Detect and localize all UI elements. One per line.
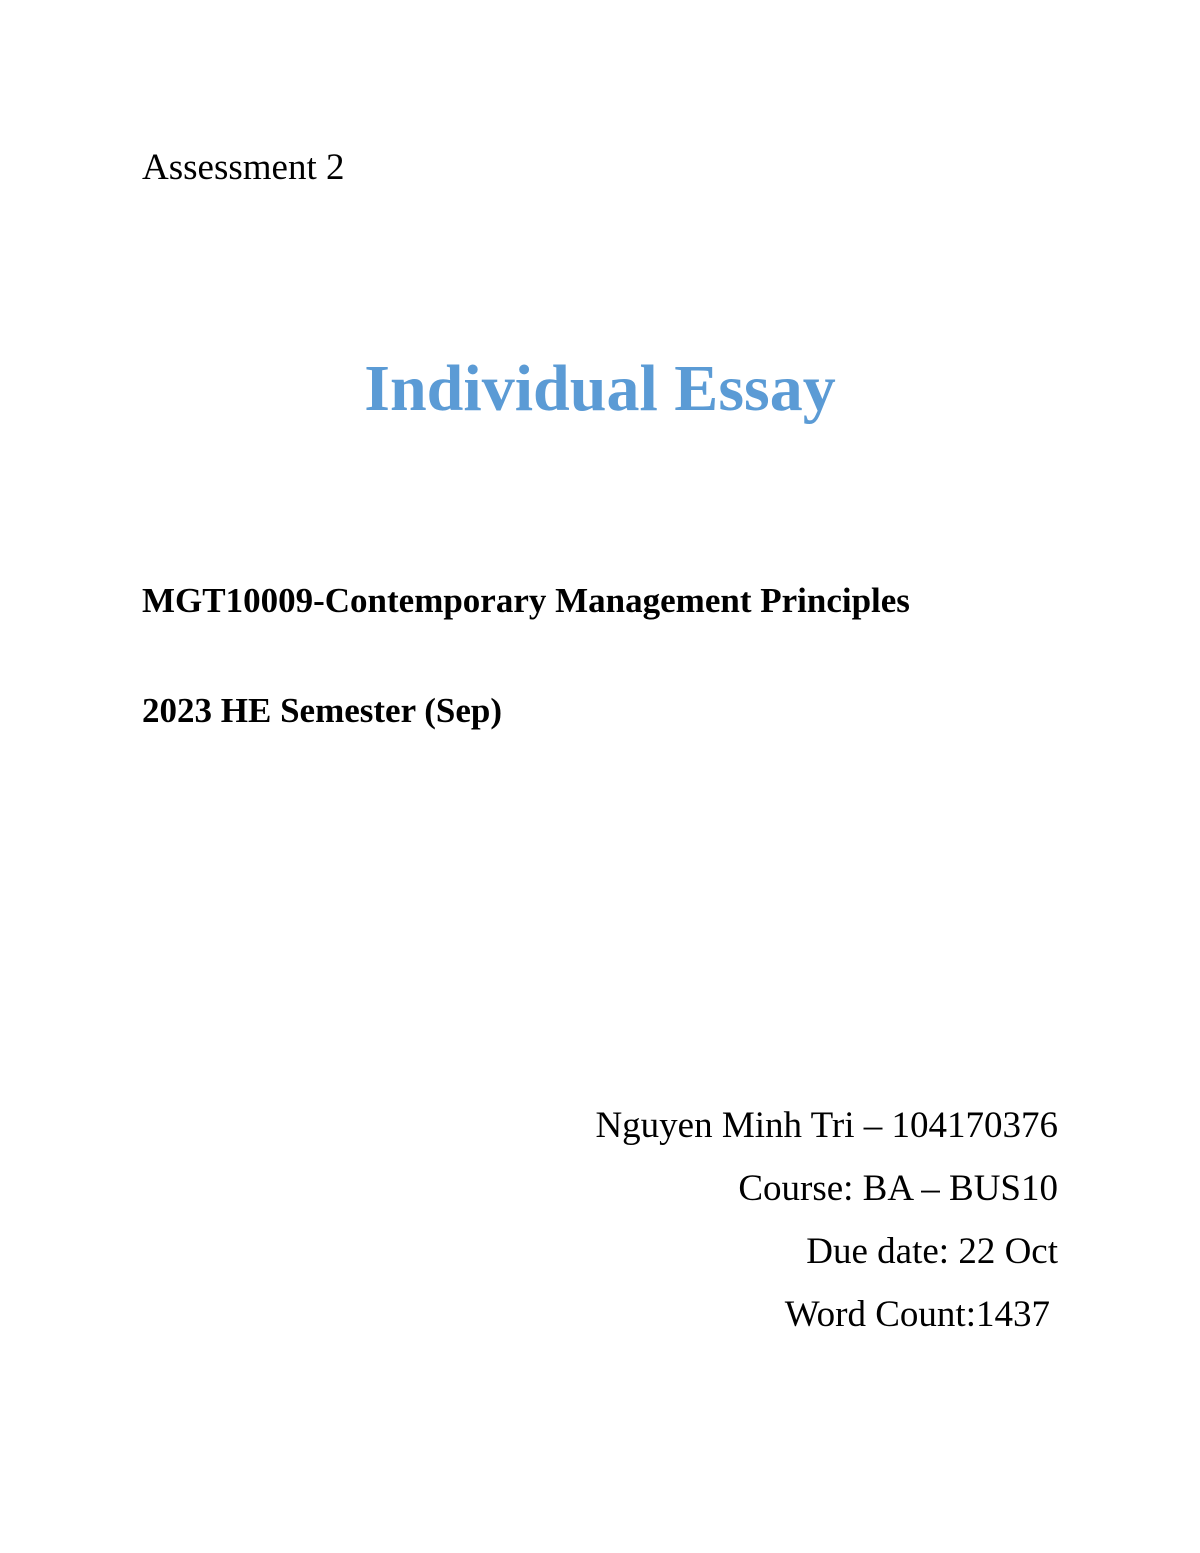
essay-title: Individual Essay — [364, 352, 836, 425]
word-count: Word Count:1437 — [784, 1294, 1050, 1335]
course-code: Course: BA – BUS10 — [738, 1168, 1058, 1209]
course-title: MGT10009-Contemporary Management Principles — [142, 581, 910, 620]
student-name-id: Nguyen Minh Tri – 104170376 — [595, 1105, 1058, 1146]
student-info-block — [595, 1094, 1058, 1346]
assessment-label: Assessment 2 — [142, 147, 345, 188]
semester-label: 2023 HE Semester (Sep) — [142, 691, 502, 730]
due-date: Due date: 22 Oct — [806, 1231, 1058, 1272]
